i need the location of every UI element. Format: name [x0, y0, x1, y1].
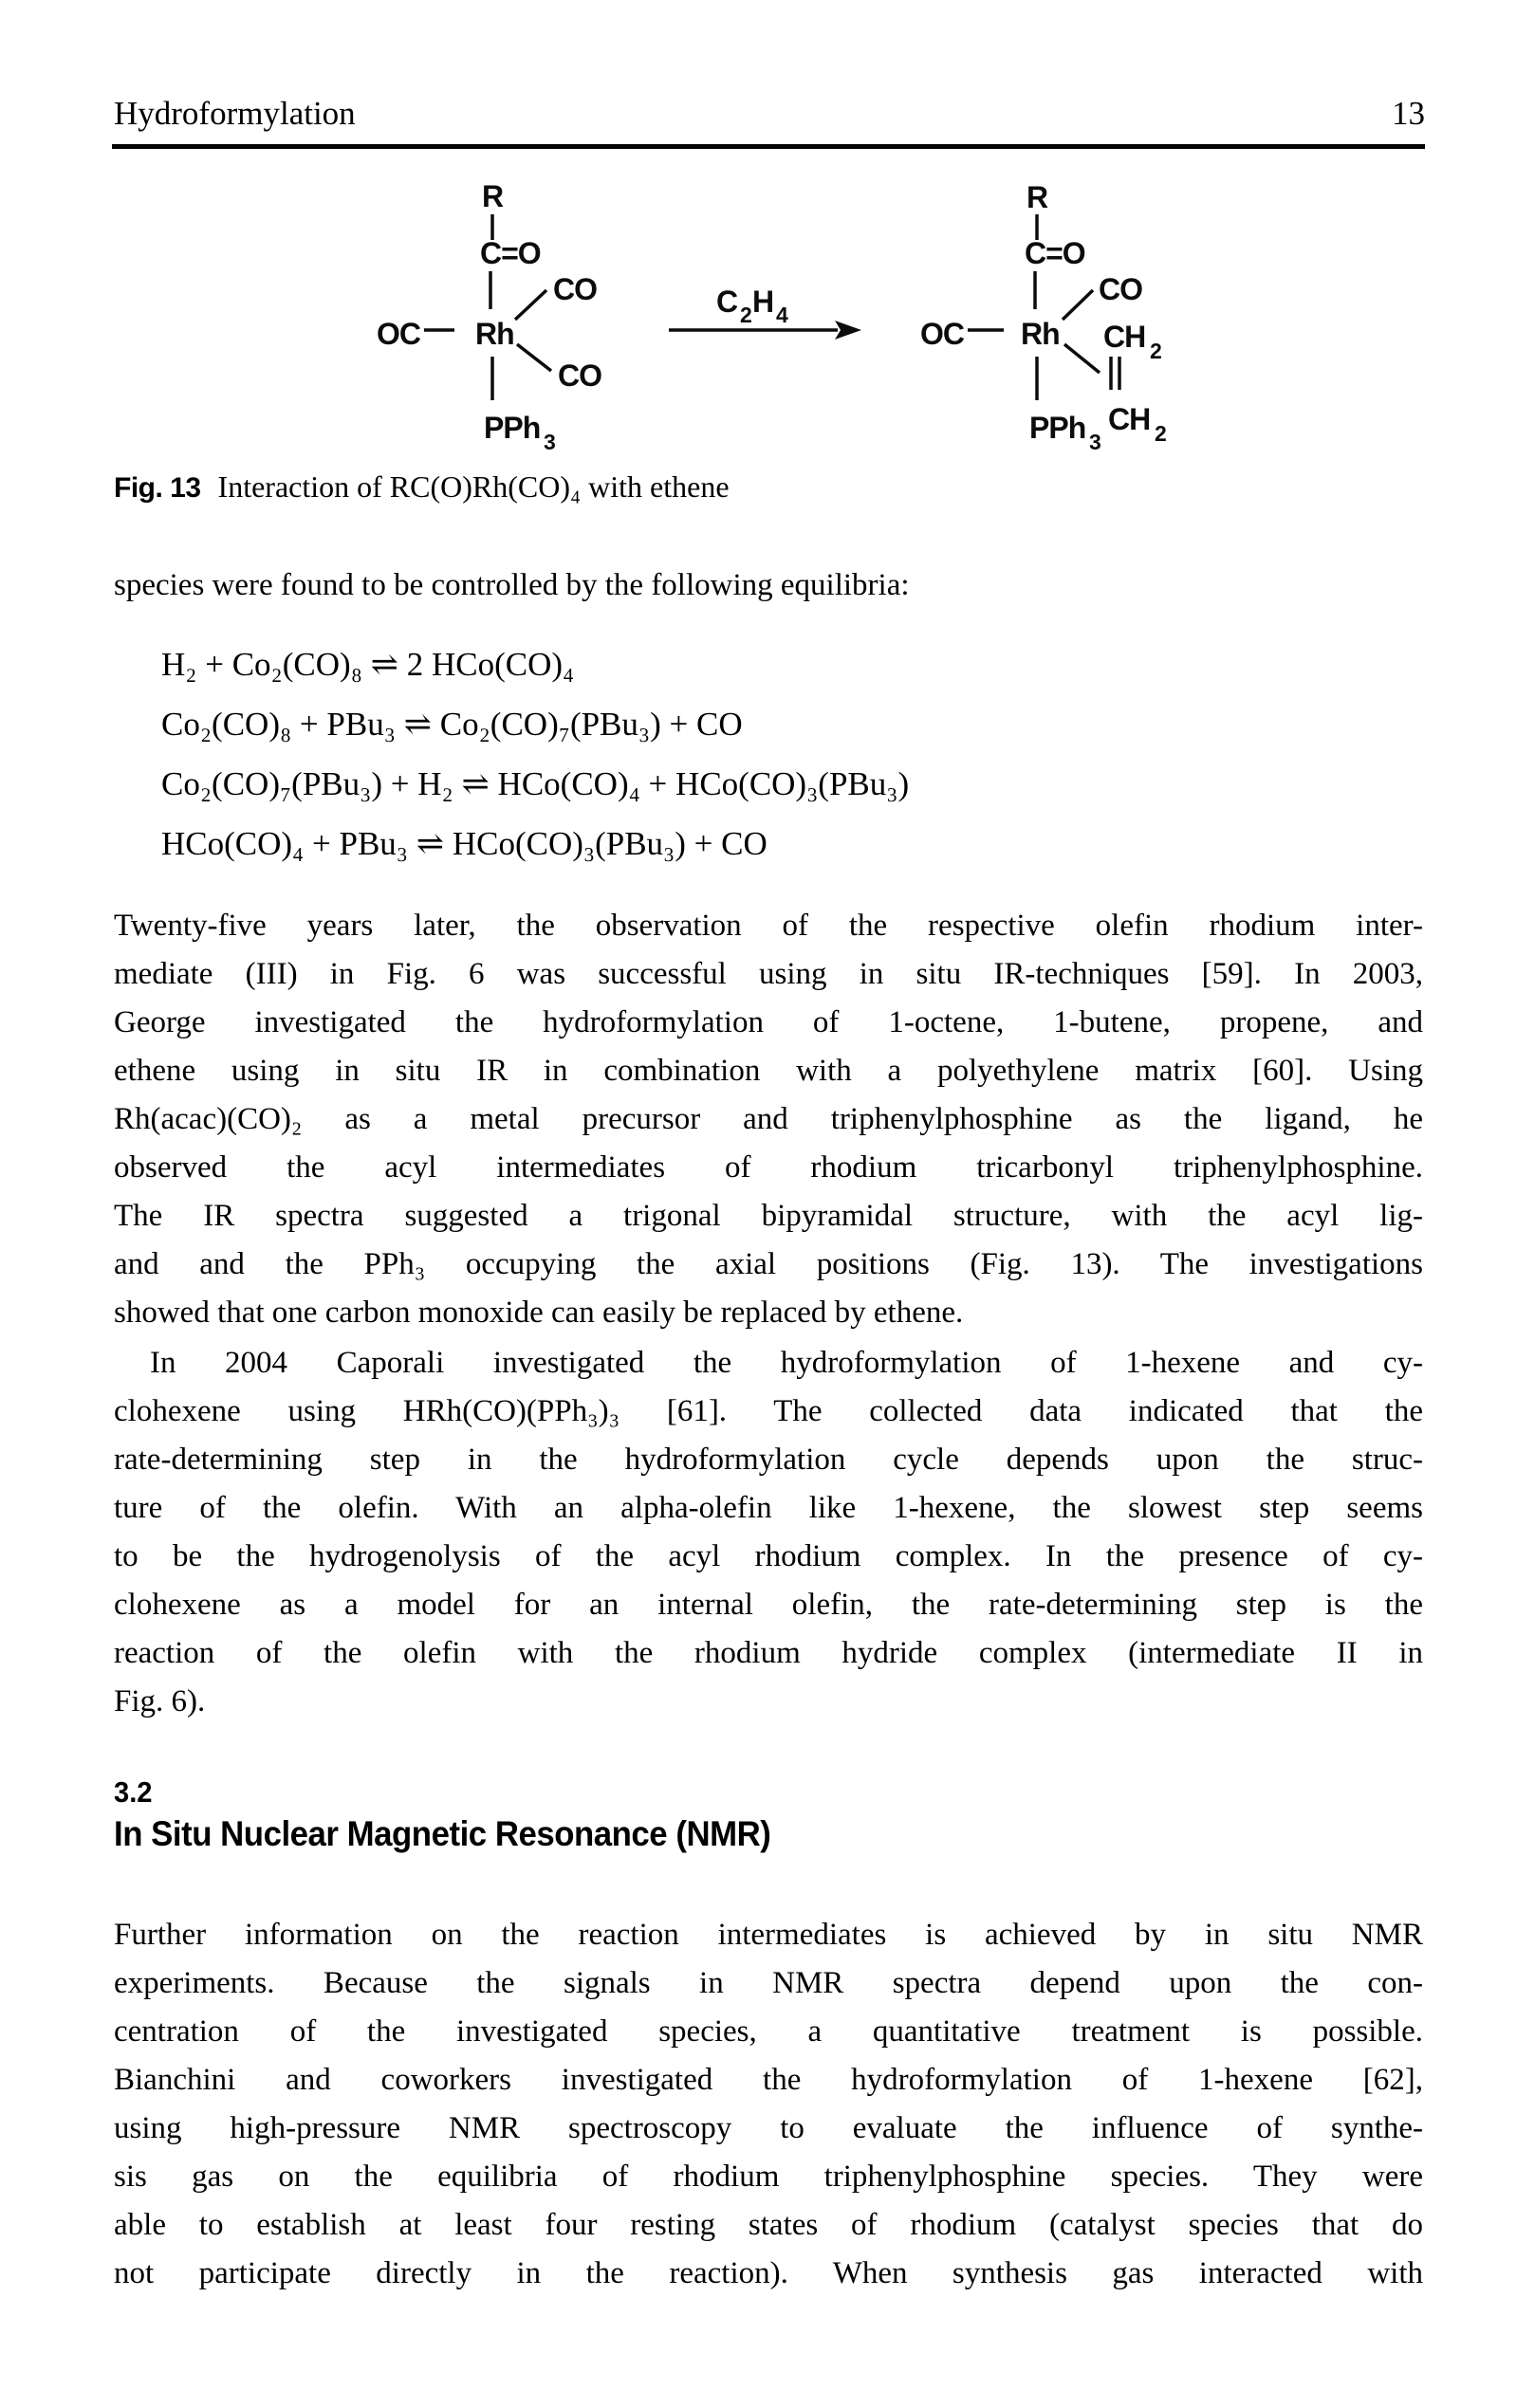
- right-bond-rh-co-top: [1063, 290, 1093, 320]
- text-line: mediate (III) in Fig. 6 was successful using in situ IR-techniques [59]. In 2003,: [114, 957, 1423, 991]
- header-rule: [112, 144, 1425, 149]
- text-line: and and the PPh₃ occupying the axial positions (Fig. 13). The investigations: [114, 1247, 1423, 1281]
- arrow-reagent-c: C: [716, 285, 738, 319]
- right-ch2-top-subscript: 2: [1150, 339, 1162, 363]
- body-paragraph-3: [114, 1911, 1423, 2298]
- running-title: Hydroformylation: [114, 95, 356, 132]
- text-line: to be the hydrogenolysis of the acyl rhodium complex. In the presence of cy-: [114, 1539, 1423, 1573]
- text-line: Further information on the reaction intermediates is achieved by in situ NMR: [114, 1918, 1423, 1952]
- intro-line: species were found to be controlled by the following equilibria:: [114, 568, 910, 602]
- arrow-reagent-c-sub: 2: [740, 303, 752, 327]
- text-line: Fig. 6).: [114, 1684, 206, 1719]
- right-acyl-label: C=O: [1025, 236, 1085, 270]
- left-acyl-label: C=O: [480, 236, 541, 270]
- text-line: George investigated the hydroformylation of 1-octene, 1-butene, propene, and: [114, 1005, 1423, 1039]
- text-line: centration of the investigated species, a quantitative treatment is possible.: [114, 2014, 1423, 2049]
- text-line: using high-pressure NMR spectroscopy to evaluate the influence of synthe-: [114, 2111, 1423, 2145]
- left-bond-rh-co-top: [515, 290, 546, 320]
- text-line: showed that one carbon monoxide can easily be replaced by ethene.: [114, 1296, 964, 1330]
- text-line: Rh(acac)(CO)₂ as a metal precursor and triphenylphosphine as the ligand, he: [114, 1102, 1423, 1136]
- text-line: ture of the olefin. With an alpha-olefin like 1-hexene, the slowest step seems: [114, 1491, 1423, 1525]
- text-line: clohexene using HRh(CO)(PPh₃)₃ [61]. The collected data indicated that the: [114, 1394, 1423, 1428]
- text-line: The IR spectra suggested a trigonal bipyramidal structure, with the acyl lig-: [114, 1199, 1423, 1233]
- left-phosphine-label: PPh: [484, 411, 541, 445]
- left-r-label: R: [482, 179, 504, 213]
- text-line: In 2004 Caporali investigated the hydroformylation of 1-hexene and cy-: [150, 1346, 1423, 1380]
- body-paragraph-2: [114, 1339, 1423, 1726]
- figure-caption-label: Fig. 13: [114, 472, 201, 504]
- left-oc-label: OC: [377, 317, 420, 351]
- figure-caption: [114, 469, 1423, 505]
- figure-caption-text: Interaction of RC(O)Rh(CO)₄ with ethene: [217, 469, 730, 504]
- right-rh-label: Rh: [1021, 317, 1060, 351]
- section-number: 3.2: [114, 1775, 153, 1809]
- section-title: In Situ Nuclear Magnetic Resonance (NMR): [114, 1814, 771, 1853]
- equation-line-3: Co₂(CO)₇(PBu₃) + H₂ ⇌ HCo(CO)₄ + HCo(CO)₃(PBu₃): [161, 765, 910, 802]
- right-phosphine-subscript: 3: [1089, 430, 1101, 454]
- page-number: 13: [1392, 95, 1425, 132]
- reaction-arrow-head: [835, 321, 861, 340]
- text-line: clohexene as a model for an internal olefin, the rate-determining step is the: [114, 1588, 1423, 1622]
- left-rh-label: Rh: [475, 317, 514, 351]
- left-bond-rh-co-bottom: [517, 344, 551, 371]
- right-r-label: R: [1026, 180, 1048, 214]
- text-line: observed the acyl intermediates of rhodium tricarbonyl triphenylphosphine.: [114, 1150, 1423, 1185]
- arrow-reagent-h-sub: 4: [776, 303, 788, 327]
- equation-line-1: H₂ + Co₂(CO)₈ ⇌ 2 HCo(CO)₄: [161, 646, 575, 683]
- right-oc-label: OC: [920, 317, 964, 351]
- text-line: Twenty-five years later, the observation of the respective olefin rhodium inter-: [114, 909, 1423, 943]
- text-line: experiments. Because the signals in NMR spectra depend upon the con-: [114, 1966, 1423, 2000]
- equilibria-block: [161, 634, 1328, 873]
- text-line: not participate directly in the reaction). When synthesis gas interacted with: [114, 2256, 1423, 2290]
- right-ch2-bottom-label: CH: [1108, 402, 1151, 436]
- text-line: able to establish at least four resting states of rhodium (catalyst species that do: [114, 2208, 1423, 2242]
- left-co-top-label: CO: [553, 272, 597, 306]
- left-co-bottom-label: CO: [558, 358, 601, 393]
- text-line: sis gas on the equilibria of rhodium triphenylphosphine species. They were: [114, 2160, 1423, 2194]
- text-line: rate-determining step in the hydroformylation cycle depends upon the struc-: [114, 1443, 1423, 1477]
- right-ch2-top-label: CH: [1103, 320, 1146, 354]
- right-ch2-bottom-subscript: 2: [1155, 421, 1167, 446]
- text-line: Bianchini and coworkers investigated the hydroformylation of 1-hexene [62],: [114, 2063, 1423, 2097]
- equation-line-2: Co₂(CO)₈ + PBu₃ ⇌ Co₂(CO)₇(PBu₃) + CO: [161, 706, 743, 743]
- arrow-reagent-h: H: [752, 285, 774, 319]
- right-co-top-label: CO: [1099, 272, 1142, 306]
- left-phosphine-subscript: 3: [544, 430, 556, 454]
- equation-line-4: HCo(CO)₄ + PBu₃ ⇌ HCo(CO)₃(PBu₃) + CO: [161, 825, 768, 862]
- reaction-scheme-figure: [361, 171, 1176, 455]
- text-line: ethene using in situ IR in combination with a polyethylene matrix [60]. Using: [114, 1054, 1423, 1088]
- right-bond-rh-ethene: [1064, 344, 1100, 373]
- right-phosphine-label: PPh: [1029, 411, 1086, 445]
- text-line: reaction of the olefin with the rhodium hydride complex (intermediate II in: [114, 1636, 1423, 1670]
- body-paragraph-1: [114, 902, 1423, 1337]
